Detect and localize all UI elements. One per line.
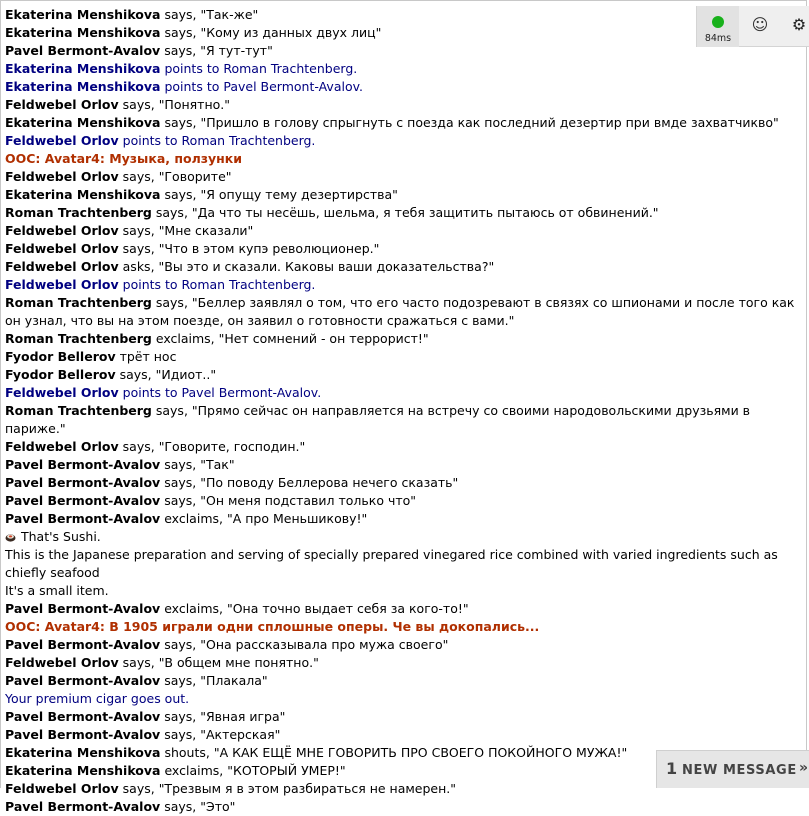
sushi-icon — [5, 533, 16, 542]
chat-message — [5, 438, 795, 456]
status-panel — [696, 6, 809, 47]
message-speaker[interactable]: Feldwebel Orlov — [5, 259, 119, 274]
message-speaker[interactable]: Feldwebel Orlov — [5, 655, 119, 670]
message-verb: says, — [164, 187, 197, 202]
message-speaker[interactable]: Feldwebel Orlov — [5, 277, 119, 292]
message-text: "Нет сомнений - он террорист!" — [218, 331, 429, 346]
message-text: "Пришло в голову спрыгнуть с поезда как последний дезертир при вмде захватчикво" — [200, 115, 779, 130]
chat-message — [5, 798, 795, 816]
chat-message — [5, 6, 795, 24]
message-verb: says, — [164, 799, 197, 814]
message-speaker[interactable]: Pavel Bermont-Avalov — [5, 475, 161, 490]
chat-message — [5, 348, 795, 366]
message-speaker[interactable]: Fyodor Bellerov — [5, 367, 116, 382]
message-text: "Плакала" — [200, 673, 268, 688]
ping-indicator — [697, 6, 739, 47]
message-verb: points to — [122, 385, 178, 400]
message-text: "Я тут-тут" — [200, 43, 273, 58]
item-examine-title — [5, 528, 795, 546]
message-verb: трёт нос — [119, 349, 177, 364]
message-verb: points to — [164, 61, 220, 76]
message-speaker[interactable]: Ekaterina Menshikova — [5, 61, 161, 76]
message-text: "Явная игра" — [200, 709, 286, 724]
message-text: "Трезвым я в этом разбираться не намерен." — [158, 781, 457, 796]
emote-message — [5, 78, 795, 96]
message-text: Pavel Bermont-Avalov. — [181, 385, 322, 400]
message-verb: shouts, — [164, 745, 210, 760]
emote-message — [5, 384, 795, 402]
message-text: "Прямо сейчас он направляется на встречу со своими народовольскими друзьями в париже." — [5, 403, 751, 436]
message-text: "Идиот.." — [155, 367, 217, 382]
message-verb: points to — [122, 277, 178, 292]
message-speaker[interactable]: Ekaterina Menshikova — [5, 25, 161, 40]
message-speaker[interactable]: Ekaterina Menshikova — [5, 763, 161, 778]
chat-message — [5, 330, 795, 348]
chat-message — [5, 96, 795, 114]
message-verb: says, — [119, 367, 152, 382]
message-text: "А КАК ЕЩЁ МНЕ ГОВОРИТЬ ПРО СВОЕГО ПОКОЙНОГО МУЖА!" — [213, 745, 628, 760]
message-speaker[interactable]: Roman Trachtenberg — [5, 205, 152, 220]
emote-message — [5, 132, 795, 150]
message-speaker[interactable]: Feldwebel Orlov — [5, 241, 119, 256]
chat-message — [5, 204, 795, 222]
message-speaker[interactable]: Feldwebel Orlov — [5, 169, 119, 184]
new-message-button[interactable] — [656, 750, 809, 788]
message-text: "Что в этом купэ революционер." — [158, 241, 380, 256]
chat-message — [5, 474, 795, 492]
chat-message — [5, 24, 795, 42]
message-verb: says, — [122, 439, 155, 454]
message-speaker[interactable]: Ekaterina Menshikova — [5, 7, 161, 22]
message-verb: says, — [164, 475, 197, 490]
chat-message — [5, 600, 795, 618]
chat-message — [5, 726, 795, 744]
message-verb: says, — [122, 781, 155, 796]
message-speaker[interactable]: Fyodor Bellerov — [5, 349, 116, 364]
message-text: "Понятно." — [158, 97, 231, 112]
ooc-message: OOC: Avatar4: Музыка, ползунки — [5, 151, 243, 166]
connection-status-dot — [712, 16, 724, 28]
message-speaker[interactable]: Feldwebel Orlov — [5, 781, 119, 796]
chat-message — [5, 654, 795, 672]
message-verb: says, — [155, 205, 188, 220]
message-verb: says, — [164, 7, 197, 22]
message-speaker[interactable]: Ekaterina Menshikova — [5, 187, 161, 202]
message-speaker[interactable]: Pavel Bermont-Avalov — [5, 457, 161, 472]
message-verb: exclaims, — [164, 763, 224, 778]
message-text: "КОТОРЫЙ УМЕР!" — [227, 763, 346, 778]
message-verb: says, — [122, 97, 155, 112]
message-speaker[interactable]: Feldwebel Orlov — [5, 385, 119, 400]
message-text: Roman Trachtenberg. — [181, 277, 316, 292]
message-verb: says, — [122, 241, 155, 256]
chat-message — [5, 222, 795, 240]
message-speaker[interactable]: Ekaterina Menshikova — [5, 79, 161, 94]
message-verb: points to — [164, 79, 220, 94]
new-message-label: NEW MESSAGE — [682, 763, 797, 778]
message-verb: says, — [164, 709, 197, 724]
message-text: "Кому из данных двух лиц" — [200, 25, 382, 40]
item-description: This is the Japanese preparation and serving of specially prepared vinegared rice combined with varied ingredients such as chiefly seafood — [5, 547, 778, 580]
chat-message — [5, 186, 795, 204]
message-speaker[interactable]: Feldwebel Orlov — [5, 223, 119, 238]
message-text: "Вы это и сказали. Каковы ваши доказательства?" — [158, 259, 495, 274]
emote-message — [5, 60, 795, 78]
chat-message — [5, 366, 795, 384]
message-text: "Это" — [200, 799, 236, 814]
message-verb: says, — [122, 223, 155, 238]
message-text: "По поводу Беллерова нечего сказать" — [200, 475, 459, 490]
message-speaker[interactable]: Pavel Bermont-Avalov — [5, 709, 161, 724]
message-verb: says, — [164, 493, 197, 508]
message-text: Pavel Bermont-Avalov. — [223, 79, 363, 94]
chat-message — [5, 492, 795, 510]
message-text: "Говорите" — [158, 169, 232, 184]
item-name: That's Sushi. — [21, 529, 101, 544]
message-text: "Она рассказывала про мужа своего" — [200, 637, 449, 652]
chevron-down-icon: » — [799, 760, 809, 776]
chat-message — [5, 510, 795, 528]
message-verb: says, — [122, 169, 155, 184]
message-text: "Да что ты несёшь, шельма, я тебя защитить пытаюсь от обвинений." — [191, 205, 659, 220]
chat-message — [5, 114, 795, 132]
message-verb: says, — [155, 403, 188, 418]
message-speaker[interactable]: Roman Trachtenberg — [5, 403, 152, 418]
message-verb: says, — [164, 727, 197, 742]
message-verb: says, — [164, 43, 197, 58]
chat-message — [5, 456, 795, 474]
message-speaker[interactable]: Feldwebel Orlov — [5, 97, 119, 112]
chat-message — [5, 402, 795, 438]
chat-message — [5, 258, 795, 276]
message-speaker[interactable]: Roman Trachtenberg — [5, 295, 152, 310]
ooc-message: OOC: Avatar4: В 1905 играли одни сплошные оперы. Че вы докопались... — [5, 619, 540, 634]
message-speaker[interactable]: Pavel Bermont-Avalov — [5, 511, 161, 526]
message-text: "А про Меньшикову!" — [226, 511, 368, 526]
message-text: "Говорите, господин." — [158, 439, 306, 454]
message-verb: points to — [122, 133, 178, 148]
message-verb: says, — [164, 673, 197, 688]
item-description: It's a small item. — [5, 583, 109, 598]
message-text: "Мне сказали" — [158, 223, 254, 238]
message-verb: says, — [164, 637, 197, 652]
message-speaker[interactable]: Feldwebel Orlov — [5, 133, 119, 148]
chat-log — [5, 6, 795, 816]
message-text: "Так" — [200, 457, 235, 472]
chat-message — [5, 294, 795, 330]
chat-message — [5, 42, 795, 60]
message-verb: exclaims, — [164, 511, 223, 526]
message-speaker[interactable]: Pavel Bermont-Avalov — [5, 43, 161, 58]
chat-message — [5, 168, 795, 186]
message-text: Roman Trachtenberg. — [223, 61, 358, 76]
message-speaker[interactable]: Pavel Bermont-Avalov — [5, 799, 161, 814]
chat-message — [5, 240, 795, 258]
message-verb: exclaims, — [155, 331, 215, 346]
system-notice: Your premium cigar goes out. — [5, 691, 190, 706]
message-text: "Так-же" — [200, 7, 259, 22]
message-speaker[interactable]: Pavel Bermont-Avalov — [5, 673, 161, 688]
message-speaker[interactable]: Pavel Bermont-Avalov — [5, 601, 161, 616]
message-text: "Она точно выдает себя за кого-то!" — [226, 601, 469, 616]
message-speaker[interactable]: Pavel Bermont-Avalov — [5, 637, 161, 652]
emote-message — [5, 276, 795, 294]
message-text: "Беллер заявлял о том, что его часто подозревают в связях со шпионами и после того как он узнал, что вы на этом поезде, он заявил о готовности сражаться с вами." — [5, 295, 795, 328]
message-verb: says, — [164, 25, 197, 40]
message-text: "В общем мне понятно." — [158, 655, 319, 670]
message-text: "Он меня подставил только что" — [200, 493, 417, 508]
message-verb: asks, — [122, 259, 155, 274]
message-verb: says, — [164, 457, 197, 472]
message-verb: exclaims, — [164, 601, 223, 616]
message-speaker[interactable]: Pavel Bermont-Avalov — [5, 493, 161, 508]
chat-message — [5, 708, 795, 726]
message-speaker[interactable]: Pavel Bermont-Avalov — [5, 727, 161, 742]
message-verb: says, — [164, 115, 197, 130]
message-speaker[interactable]: Ekaterina Menshikova — [5, 745, 161, 760]
message-text: "Актерская" — [200, 727, 281, 742]
smiley-icon[interactable]: ☺ — [751, 15, 769, 34]
message-speaker[interactable]: Roman Trachtenberg — [5, 331, 152, 346]
chat-message — [5, 636, 795, 654]
chat-message — [5, 672, 795, 690]
gear-icon[interactable]: ⚙ — [791, 15, 807, 34]
message-verb: says, — [122, 655, 155, 670]
new-message-count: 1 — [666, 759, 678, 778]
ping-value: 84ms — [704, 33, 732, 44]
message-speaker[interactable]: Ekaterina Menshikova — [5, 115, 161, 130]
message-speaker[interactable]: Feldwebel Orlov — [5, 439, 119, 454]
message-text: "Я опущу тему дезертирства" — [200, 187, 398, 202]
message-text: Roman Trachtenberg. — [181, 133, 316, 148]
message-verb: says, — [155, 295, 188, 310]
